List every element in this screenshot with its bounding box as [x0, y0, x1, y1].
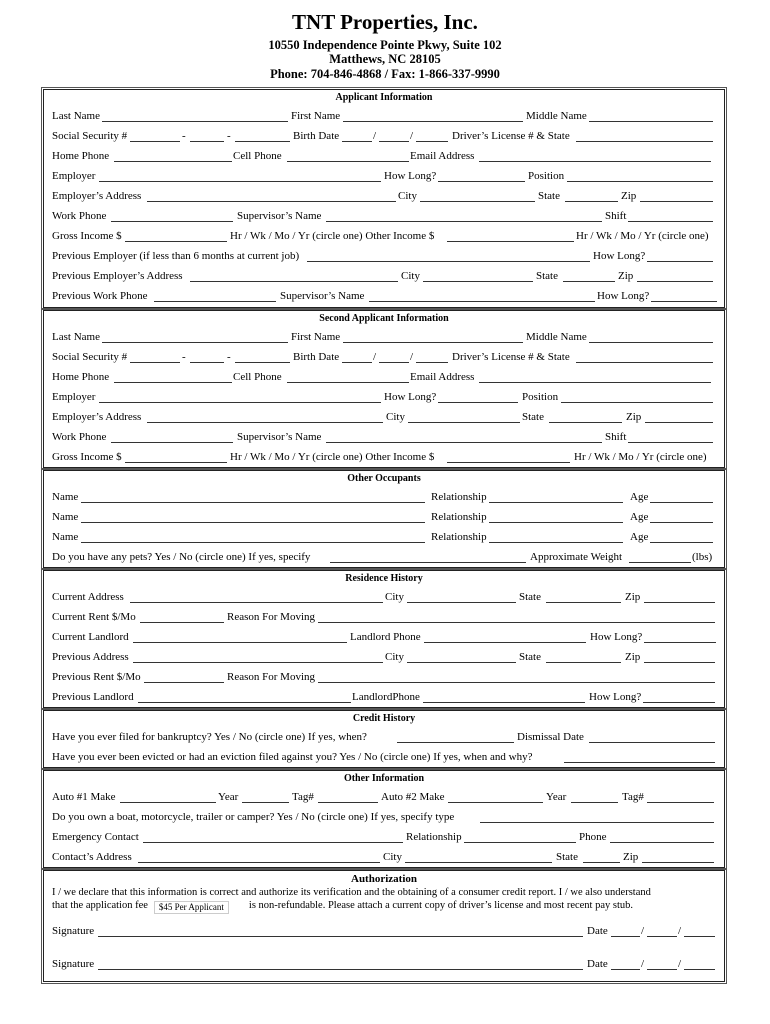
- ssn-field-2-2[interactable]: [190, 351, 224, 363]
- middle-name-label: Middle Name: [526, 331, 587, 343]
- city-label: City: [383, 851, 402, 863]
- current-zip-field[interactable]: [644, 591, 715, 603]
- occupant-age-field-1[interactable]: [650, 491, 713, 503]
- section-title-applicant: Applicant Information: [335, 92, 433, 103]
- first-name-field-2[interactable]: [343, 331, 523, 343]
- ssn-dash: -: [227, 130, 231, 142]
- boat-type-field[interactable]: [480, 811, 714, 823]
- how-long-label: How Long?: [593, 250, 646, 262]
- current-landlord-label: Current Landlord: [52, 631, 129, 643]
- income-period-label: Hr / Wk / Mo / Yr (circle one) Other Income $: [230, 451, 435, 463]
- occupants-section: [43, 470, 725, 568]
- relationship-label: Relationship: [431, 491, 487, 503]
- work-phone-label: Work Phone: [52, 431, 107, 443]
- employer-address-label: Employer’s Address: [52, 190, 142, 202]
- auto1-label: Auto #1 Make: [52, 791, 116, 803]
- cell-phone-field-2[interactable]: [287, 371, 409, 383]
- state-label: State: [536, 270, 558, 282]
- row-income: [44, 225, 724, 245]
- home-phone-label: Home Phone: [52, 371, 110, 383]
- work-phone-label: Work Phone: [52, 210, 107, 222]
- drivers-license-label: Driver’s License # & State: [452, 130, 570, 142]
- sign-day-field-1[interactable]: [647, 925, 677, 937]
- approx-weight-field[interactable]: [629, 551, 691, 563]
- employer-address-field[interactable]: [147, 190, 396, 202]
- eviction-when-field[interactable]: [564, 751, 715, 763]
- employer-field-2[interactable]: [99, 391, 381, 403]
- second-applicant-section: [43, 310, 725, 468]
- middle-name-field[interactable]: [589, 110, 713, 122]
- sign-month-field-2[interactable]: [611, 958, 640, 970]
- row-contact-address: [44, 846, 724, 866]
- birth-date-label: Birth Date: [293, 351, 340, 363]
- city-label: City: [398, 190, 417, 202]
- city-label: City: [385, 591, 404, 603]
- contact-address-label: Contact’s Address: [52, 851, 132, 863]
- row-work-phone: [44, 205, 724, 225]
- row-occupant-2: [44, 506, 724, 526]
- authorization-text: [44, 886, 724, 912]
- signature-field-2[interactable]: [98, 958, 583, 970]
- sign-year-field-1[interactable]: [684, 925, 715, 937]
- dismissal-date-field[interactable]: [589, 731, 715, 743]
- last-name-label: Last Name: [52, 110, 100, 122]
- state-label: State: [538, 190, 560, 202]
- work-phone-field-2[interactable]: [111, 431, 233, 443]
- ssn-field-2[interactable]: [190, 130, 224, 142]
- other-income-period-label: Hr / Wk / Mo / Yr (circle one): [574, 451, 707, 463]
- prev-how-long-field[interactable]: [647, 250, 713, 262]
- tag-label: Tag#: [292, 791, 314, 803]
- how-long-label: How Long?: [384, 391, 437, 403]
- shift-label: Shift: [605, 210, 627, 222]
- section-title-other: Other Information: [343, 773, 425, 784]
- date-slash: /: [641, 925, 645, 937]
- section-title-credit: Credit History: [352, 713, 416, 724]
- email-field[interactable]: [479, 150, 711, 162]
- employer-label: Employer: [52, 170, 96, 182]
- section-title-second-applicant: Second Applicant Information: [319, 313, 449, 324]
- employer-city-field[interactable]: [420, 190, 535, 202]
- current-reason-field[interactable]: [318, 611, 715, 623]
- cell-phone-label: Cell Phone: [233, 371, 282, 383]
- lbs-label: (lbs): [692, 551, 713, 563]
- supervisor-field-2[interactable]: [326, 431, 602, 443]
- employer-state-field[interactable]: [565, 190, 618, 202]
- row-work-phone-2: [44, 426, 724, 446]
- credit-section: [43, 710, 725, 768]
- authorization-line-2b: is non-refundable. Please attach a current copy of driver’s license and most recent pay stub.: [248, 900, 634, 911]
- prev-employer-zip-field[interactable]: [637, 270, 713, 282]
- supervisor-label: Supervisor’s Name: [237, 210, 322, 222]
- age-label: Age: [630, 511, 649, 523]
- row-employer-address: [44, 185, 724, 205]
- employer-zip-field[interactable]: [640, 190, 713, 202]
- row-occupant-3: [44, 526, 724, 546]
- city-label: City: [385, 651, 404, 663]
- signature-label: Signature: [52, 925, 95, 937]
- zip-label: Zip: [626, 411, 642, 423]
- work-phone-field[interactable]: [111, 210, 233, 222]
- prev-employer-city-field[interactable]: [423, 270, 533, 282]
- date-slash: /: [410, 351, 414, 363]
- how-long-label: How Long?: [589, 691, 642, 703]
- signature-field-1[interactable]: [98, 925, 583, 937]
- landlord-phone-label: Landlord Phone: [350, 631, 421, 643]
- prev-employer-label: Previous Employer (if less than 6 months at current job): [52, 250, 300, 262]
- cell-phone-field[interactable]: [287, 150, 409, 162]
- row-eviction: [44, 746, 724, 766]
- previous-zip-field[interactable]: [644, 651, 715, 663]
- row-prev-employer-address: [44, 265, 724, 285]
- previous-rent-label: Previous Rent $/Mo: [52, 671, 141, 683]
- auto2-tag-field[interactable]: [647, 791, 714, 803]
- previous-address-label: Previous Address: [52, 651, 129, 663]
- current-city-field[interactable]: [407, 591, 516, 603]
- prev-employer-address-field[interactable]: [190, 270, 398, 282]
- company-phone: Phone: 704-846-4868 / Fax: 1-866-337-9990: [270, 67, 500, 81]
- eviction-label: Have you ever been evicted or had an eviction filed against you? Yes / No (circle one) If yes, when and why?: [52, 751, 533, 763]
- birth-year-field[interactable]: [416, 130, 448, 142]
- other-income-period-label: Hr / Wk / Mo / Yr (circle one): [576, 230, 709, 242]
- age-label: Age: [630, 531, 649, 543]
- prev-employer-address-label: Previous Employer’s Address: [52, 270, 183, 282]
- first-name-label: First Name: [291, 331, 341, 343]
- state-label: State: [519, 651, 541, 663]
- ssn-dash: -: [227, 351, 231, 363]
- current-address-label: Current Address: [52, 591, 124, 603]
- auto2-year-field[interactable]: [571, 791, 618, 803]
- contact-address-field[interactable]: [138, 851, 380, 863]
- date-slash: /: [641, 958, 645, 970]
- last-name-field[interactable]: [102, 110, 288, 122]
- row-phone-2: [44, 366, 724, 386]
- auto1-tag-field[interactable]: [318, 791, 378, 803]
- employer-state-field-2[interactable]: [549, 411, 622, 423]
- sign-day-field-2[interactable]: [647, 958, 677, 970]
- previous-landlord-label: Previous Landlord: [52, 691, 134, 703]
- drivers-license-field-2[interactable]: [576, 351, 713, 363]
- row-current-landlord: [44, 626, 724, 646]
- auto1-make-field[interactable]: [120, 791, 216, 803]
- city-label: City: [401, 270, 420, 282]
- occupant-name-label: Name: [52, 531, 79, 543]
- first-name-field[interactable]: [343, 110, 523, 122]
- contact-city-field[interactable]: [405, 851, 552, 863]
- employer-field[interactable]: [99, 170, 381, 182]
- how-long-label: How Long?: [597, 290, 650, 302]
- row-pets: [44, 546, 724, 566]
- date-label: Date: [587, 958, 608, 970]
- position-field-2[interactable]: [561, 391, 713, 403]
- middle-name-label: Middle Name: [526, 110, 587, 122]
- contact-state-field[interactable]: [583, 851, 620, 863]
- prev-employer-state-field[interactable]: [563, 270, 615, 282]
- supervisor-label: Supervisor’s Name: [237, 431, 322, 443]
- row-ssn-2: [44, 346, 724, 366]
- email-label: Email Address: [410, 371, 475, 383]
- first-name-label: First Name: [291, 110, 341, 122]
- previous-address-field[interactable]: [133, 651, 383, 663]
- employer-zip-field-2[interactable]: [645, 411, 713, 423]
- current-landlord-field[interactable]: [133, 631, 347, 643]
- row-occupant-1: [44, 486, 724, 506]
- previous-rent-field[interactable]: [144, 671, 224, 683]
- other-income-field[interactable]: [447, 230, 574, 242]
- residence-section: [43, 570, 725, 708]
- employer-address-field-2[interactable]: [147, 411, 383, 423]
- previous-landlord-phone-field[interactable]: [423, 691, 585, 703]
- row-signature-2: [44, 953, 724, 973]
- employer-address-label: Employer’s Address: [52, 411, 142, 423]
- zip-label: Zip: [618, 270, 634, 282]
- state-label: State: [522, 411, 544, 423]
- dismissal-date-label: Dismissal Date: [517, 731, 584, 743]
- bankruptcy-when-field[interactable]: [397, 731, 514, 743]
- how-long-field-2[interactable]: [438, 391, 518, 403]
- zip-label: Zip: [621, 190, 637, 202]
- emergency-phone-field[interactable]: [610, 831, 714, 843]
- occupant-age-field-3[interactable]: [650, 531, 713, 543]
- drivers-license-label: Driver’s License # & State: [452, 351, 570, 363]
- row-current-rent: [44, 606, 724, 626]
- home-phone-label: Home Phone: [52, 150, 110, 162]
- current-rent-label: Current Rent $/Mo: [52, 611, 136, 623]
- row-prev-employer: [44, 245, 724, 265]
- prev-work-phone-field[interactable]: [154, 290, 276, 302]
- zip-label: Zip: [625, 591, 641, 603]
- emergency-contact-label: Emergency Contact: [52, 831, 139, 843]
- date-slash: /: [678, 958, 682, 970]
- shift-field-2[interactable]: [628, 431, 713, 443]
- email-label: Email Address: [410, 150, 475, 162]
- occupant-relationship-field-2[interactable]: [489, 511, 623, 523]
- date-slash: /: [373, 351, 377, 363]
- company-city: Matthews, NC 28105: [329, 52, 441, 66]
- supervisor-field[interactable]: [326, 210, 602, 222]
- shift-field[interactable]: [628, 210, 713, 222]
- emergency-contact-field[interactable]: [143, 831, 403, 843]
- company-name: TNT Properties, Inc.: [292, 10, 478, 34]
- employer-label: Employer: [52, 391, 96, 403]
- previous-reason-field[interactable]: [318, 671, 715, 683]
- contact-zip-field[interactable]: [642, 851, 714, 863]
- occupant-name-label: Name: [52, 511, 79, 523]
- birth-month-field-2[interactable]: [342, 351, 372, 363]
- gross-income-label: Gross Income $: [52, 451, 122, 463]
- occupant-name-field-1[interactable]: [81, 491, 425, 503]
- other-income-field-2[interactable]: [447, 451, 570, 463]
- section-title-residence: Residence History: [345, 573, 423, 584]
- company-address: 10550 Independence Pointe Pkwy, Suite 102: [268, 38, 502, 52]
- authorization-line-1: I / we declare that this information is correct and authorize its verification and the obtaining of a consumer credit report. I / we also understand: [52, 887, 651, 898]
- previous-landlord-field[interactable]: [138, 691, 351, 703]
- row-current-address: [44, 586, 724, 606]
- zip-label: Zip: [625, 651, 641, 663]
- current-landlord-phone-field[interactable]: [424, 631, 586, 643]
- current-rent-field[interactable]: [140, 611, 224, 623]
- row-autos: [44, 786, 724, 806]
- supervisor-label: Supervisor’s Name: [280, 290, 365, 302]
- current-state-field[interactable]: [546, 591, 621, 603]
- occupant-name-field-3[interactable]: [81, 531, 425, 543]
- ssn-dash: -: [182, 130, 186, 142]
- position-field[interactable]: [567, 170, 713, 182]
- pets-label: Do you have any pets? Yes / No (circle one) If yes, specify: [52, 551, 311, 563]
- current-address-field[interactable]: [130, 591, 383, 603]
- prev-supervisor-field[interactable]: [369, 290, 595, 302]
- signature-label: Signature: [52, 958, 95, 970]
- prev-work-phone-label: Previous Work Phone: [52, 290, 148, 302]
- current-how-long-field[interactable]: [644, 631, 716, 643]
- row-employer: [44, 165, 724, 185]
- previous-how-long-field[interactable]: [643, 691, 715, 703]
- other-info-section: [43, 770, 725, 868]
- zip-label: Zip: [623, 851, 639, 863]
- relationship-label: Relationship: [431, 511, 487, 523]
- date-label: Date: [587, 925, 608, 937]
- row-income-2: [44, 446, 724, 466]
- gross-income-label: Gross Income $: [52, 230, 122, 242]
- row-signature-1: [44, 920, 724, 940]
- section-title-occupants: Other Occupants: [347, 473, 421, 484]
- last-name-label: Last Name: [52, 331, 100, 343]
- row-name: [44, 105, 724, 125]
- ssn-field-3-2[interactable]: [235, 351, 290, 363]
- email-field-2[interactable]: [479, 371, 711, 383]
- last-name-field-2[interactable]: [102, 331, 288, 343]
- reason-moving-label: Reason For Moving: [227, 611, 315, 623]
- row-employer-2: [44, 386, 724, 406]
- bankruptcy-label: Have you ever filed for bankruptcy? Yes / No (circle one) If yes, when?: [52, 731, 367, 743]
- income-period-label: Hr / Wk / Mo / Yr (circle one) Other Income $: [230, 230, 435, 242]
- row-previous-address: [44, 646, 724, 666]
- applicant-section: [43, 89, 725, 308]
- state-label: State: [556, 851, 578, 863]
- position-label: Position: [528, 170, 565, 182]
- gross-income-field-2[interactable]: [125, 451, 227, 463]
- section-title-authorization: Authorization: [351, 873, 417, 885]
- age-label: Age: [630, 491, 649, 503]
- relationship-label: Relationship: [431, 531, 487, 543]
- birth-day-field[interactable]: [379, 130, 409, 142]
- how-long-field[interactable]: [438, 170, 525, 182]
- home-phone-field[interactable]: [114, 150, 232, 162]
- how-long-label: How Long?: [590, 631, 643, 643]
- date-slash: /: [410, 130, 414, 142]
- phone-label: Phone: [579, 831, 607, 843]
- prev-employer-field[interactable]: [307, 250, 590, 262]
- approx-weight-label: Approximate Weight: [530, 551, 623, 563]
- row-bankruptcy: [44, 726, 724, 746]
- date-slash: /: [373, 130, 377, 142]
- employer-city-field-2[interactable]: [408, 411, 520, 423]
- ssn-label: Social Security #: [52, 351, 128, 363]
- row-phone: [44, 145, 724, 165]
- how-long-label: How Long?: [384, 170, 437, 182]
- row-previous-rent: [44, 666, 724, 686]
- ssn-field-1[interactable]: [130, 130, 180, 142]
- row-ssn: [44, 125, 724, 145]
- relationship-label: Relationship: [406, 831, 462, 843]
- ssn-field-3[interactable]: [235, 130, 290, 142]
- row-name-2: [44, 326, 724, 346]
- authorization-section: [43, 870, 725, 982]
- row-emergency-contact: [44, 826, 724, 846]
- birth-day-field-2[interactable]: [379, 351, 409, 363]
- shift-label: Shift: [605, 431, 627, 443]
- year-label: Year: [546, 791, 567, 803]
- occupant-name-field-2[interactable]: [81, 511, 425, 523]
- middle-name-field-2[interactable]: [589, 331, 713, 343]
- auto2-make-field[interactable]: [448, 791, 543, 803]
- cell-phone-label: Cell Phone: [233, 150, 282, 162]
- birth-month-field[interactable]: [342, 130, 372, 142]
- occupant-relationship-field-3[interactable]: [489, 531, 623, 543]
- previous-state-field[interactable]: [546, 651, 621, 663]
- auto1-year-field[interactable]: [242, 791, 289, 803]
- ssn-label: Social Security #: [52, 130, 128, 142]
- row-previous-landlord: [44, 686, 724, 706]
- sign-month-field-1[interactable]: [611, 925, 640, 937]
- position-label: Position: [522, 391, 559, 403]
- birth-date-label: Birth Date: [293, 130, 340, 142]
- application-fee-field[interactable]: $45 Per Applicant: [154, 901, 229, 914]
- occupant-relationship-field-1[interactable]: [489, 491, 623, 503]
- row-employer-address-2: [44, 406, 724, 426]
- date-slash: /: [678, 925, 682, 937]
- row-boat: [44, 806, 724, 826]
- year-label: Year: [218, 791, 239, 803]
- ssn-dash: -: [182, 351, 186, 363]
- reason-moving-label: Reason For Moving: [227, 671, 315, 683]
- tag-label: Tag#: [622, 791, 644, 803]
- authorization-line-2: [52, 899, 716, 912]
- previous-city-field[interactable]: [407, 651, 516, 663]
- prev-work-how-long-field[interactable]: [651, 290, 717, 302]
- emergency-relationship-field[interactable]: [464, 831, 576, 843]
- birth-year-field-2[interactable]: [416, 351, 448, 363]
- pets-field[interactable]: [330, 551, 526, 563]
- boat-label: Do you own a boat, motorcycle, trailer or camper? Yes / No (circle one) If yes, specify type: [52, 811, 455, 823]
- gross-income-field[interactable]: [125, 230, 227, 242]
- row-prev-work-phone: [44, 285, 724, 305]
- authorization-line-2a: that the application fee: [52, 900, 148, 911]
- home-phone-field-2[interactable]: [114, 371, 232, 383]
- sign-year-field-2[interactable]: [684, 958, 715, 970]
- ssn-field-1-2[interactable]: [130, 351, 180, 363]
- state-label: State: [519, 591, 541, 603]
- landlordphone-label: LandlordPhone: [352, 691, 420, 703]
- occupant-age-field-2[interactable]: [650, 511, 713, 523]
- occupant-name-label: Name: [52, 491, 79, 503]
- city-label: City: [386, 411, 405, 423]
- drivers-license-field[interactable]: [576, 130, 713, 142]
- auto2-label: Auto #2 Make: [381, 791, 445, 803]
